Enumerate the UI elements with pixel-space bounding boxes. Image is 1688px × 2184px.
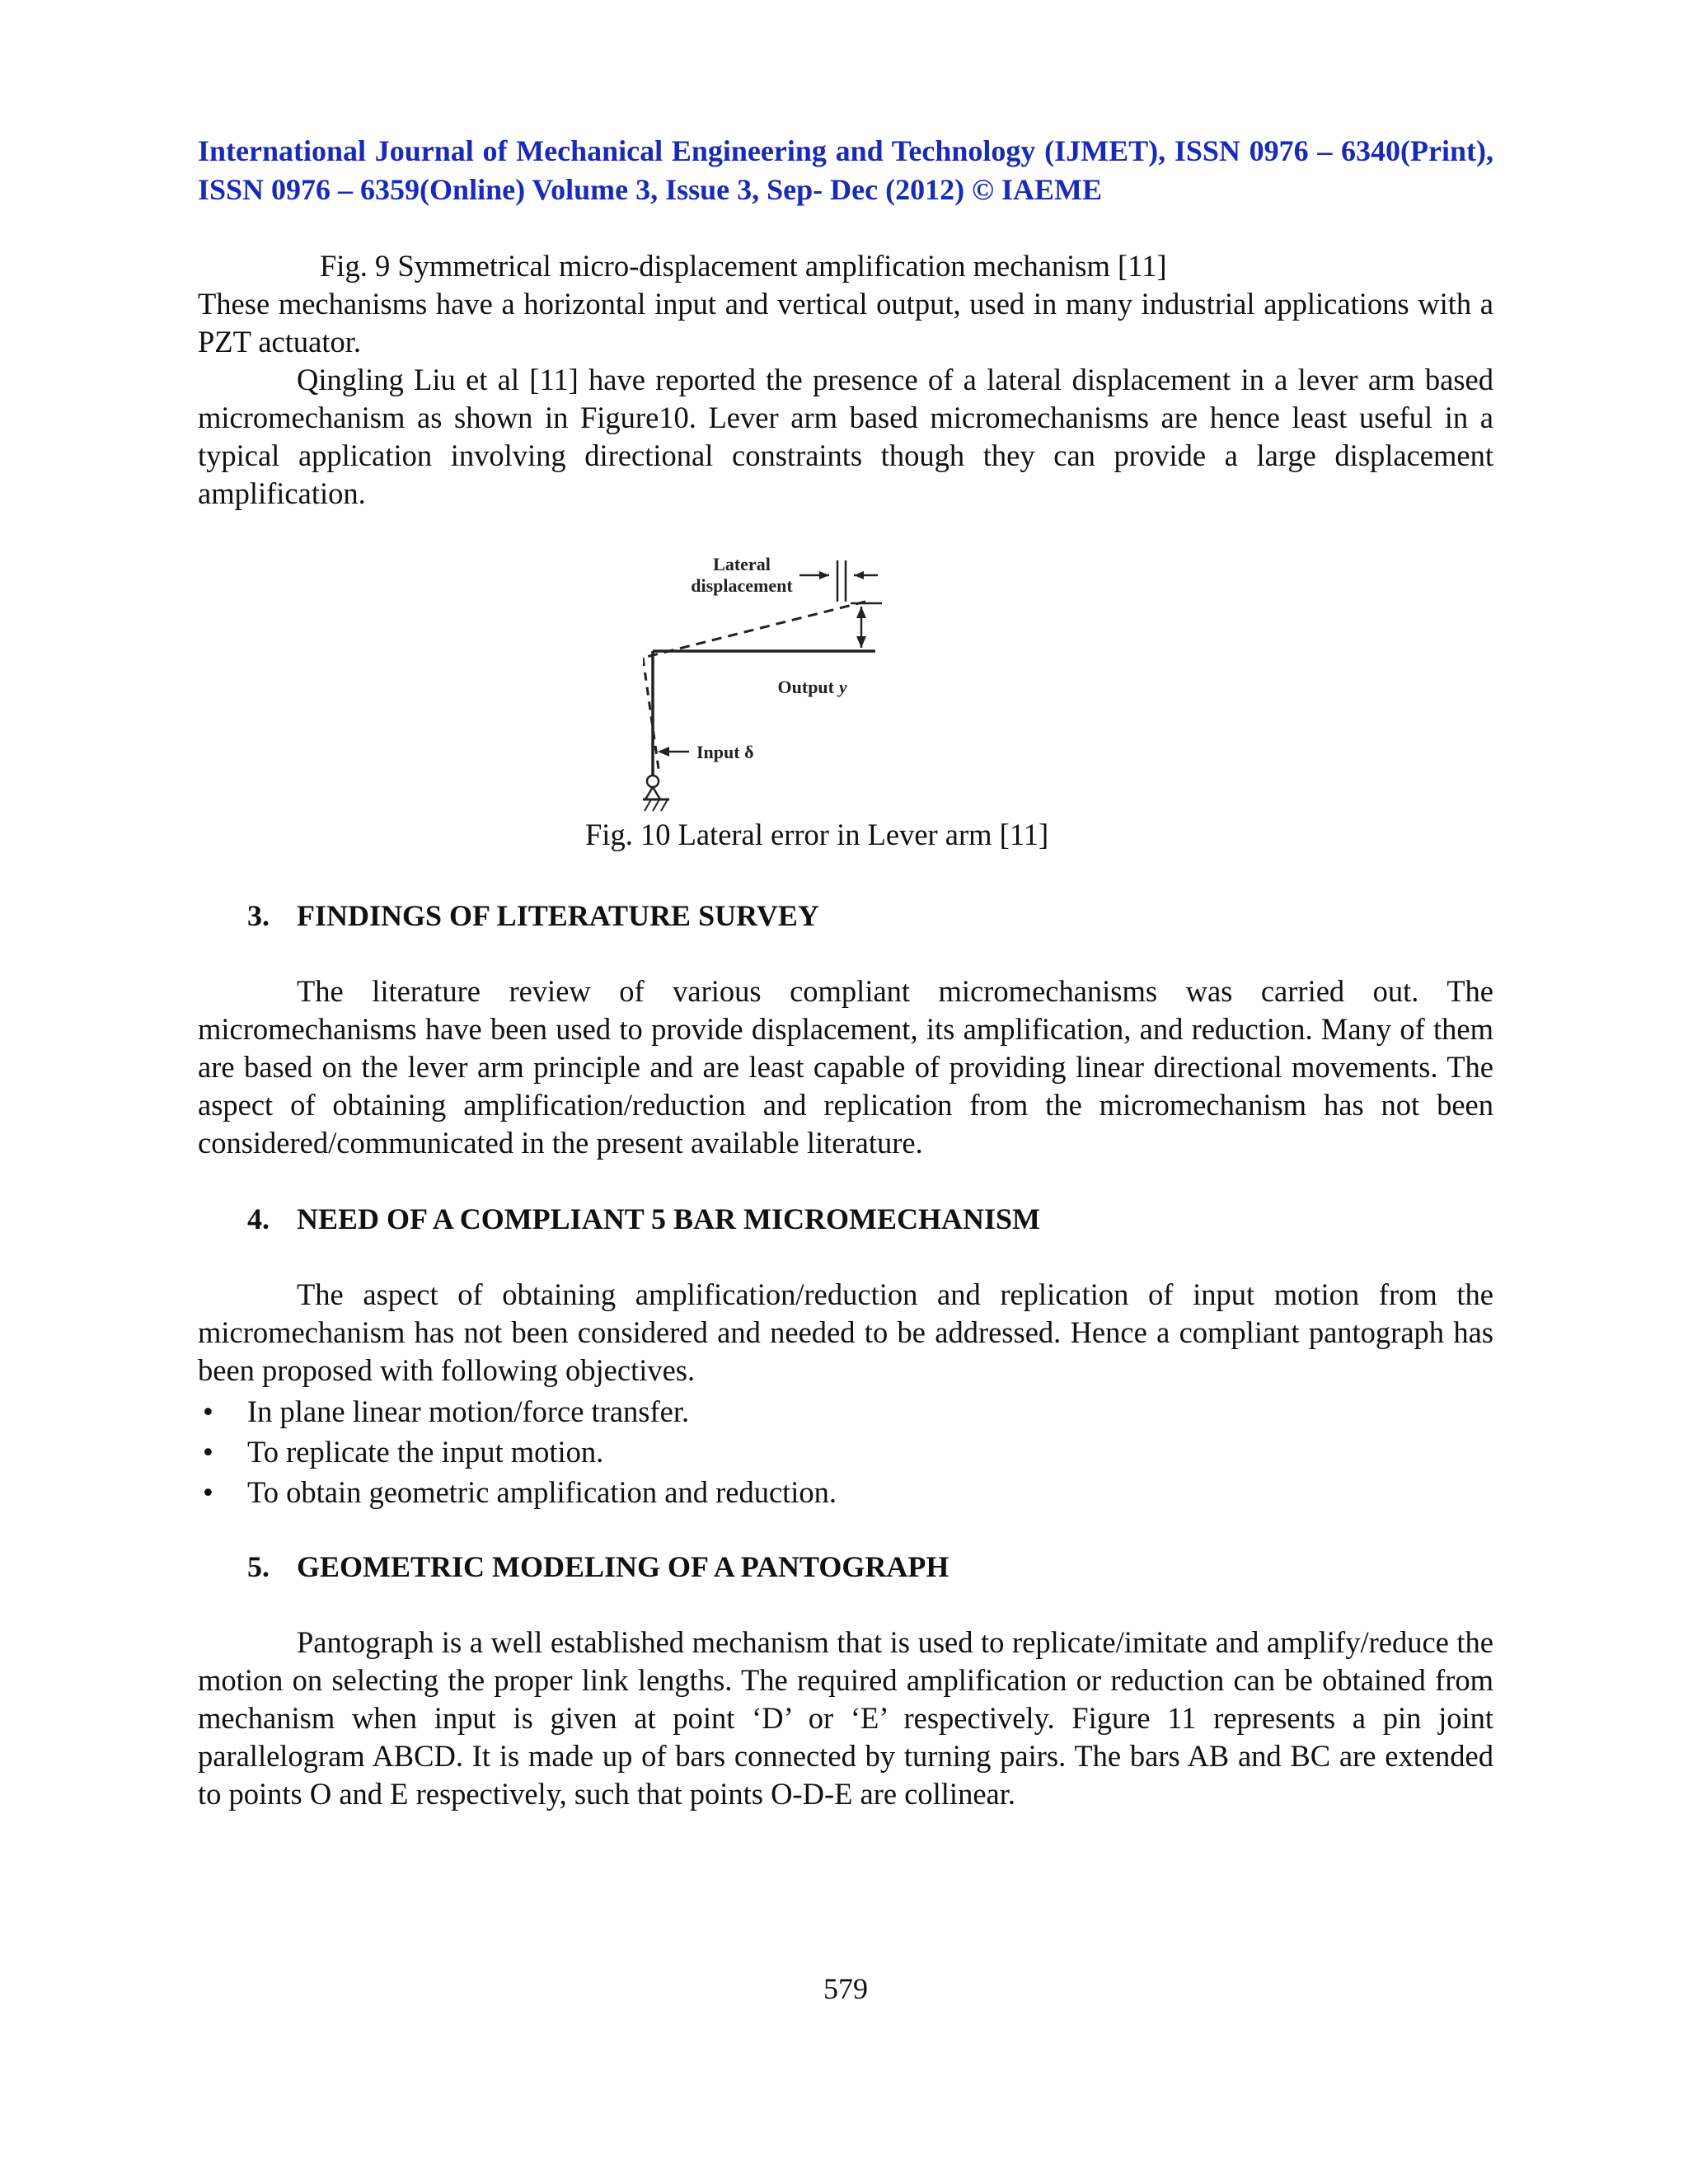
list-item: • To replicate the input motion. bbox=[198, 1432, 1493, 1472]
input-arrowhead bbox=[658, 747, 669, 757]
bullet-dot: • bbox=[203, 1394, 213, 1428]
ground-hatch-4 bbox=[661, 799, 668, 811]
output-symbol: y bbox=[839, 677, 847, 697]
section-5-heading bbox=[247, 1548, 949, 1586]
section-5-number: 5. bbox=[247, 1550, 270, 1583]
section-3-number: 3. bbox=[247, 899, 270, 932]
pivot-circle bbox=[647, 776, 659, 787]
bullet-dot: • bbox=[203, 1475, 213, 1509]
journal-header: International Journal of Mechanical Engineering and Technology (IJMET), ISSN 0976 – 6340(Print), ISSN 0976 – 6359(Online) Volume 3, Issue 3, Sep- Dec (2012) © IAEME bbox=[198, 134, 1493, 206]
lateral-label-line1: Lateral bbox=[713, 554, 771, 574]
deflected-post-dashed bbox=[643, 658, 659, 775]
lateral-arrowhead-left bbox=[819, 571, 829, 579]
section-4-heading bbox=[247, 1200, 1040, 1238]
pivot-leg-right bbox=[653, 787, 660, 799]
ground-hatch-2 bbox=[645, 799, 651, 811]
objectives-list bbox=[198, 1391, 1493, 1512]
lateral-label-line2: displacement bbox=[691, 575, 793, 596]
paragraph-mechanisms: These mechanisms have a horizontal input and vertical output, used in many industrial applications with a PZT actuator. bbox=[198, 287, 1493, 359]
ground-hatch-3 bbox=[653, 799, 659, 811]
list-item: • To obtain geometric amplification and reduction. bbox=[198, 1472, 1493, 1512]
input-label: Input δ bbox=[696, 742, 754, 762]
paragraph-qingling-liu: Qingling Liu et al [11] have reported the presence of a lateral displacement in a lever arm based micromechanism as shown in Figure10. Lever arm based micromechanisms are hence least useful in a typical application involving directional constraints though they can provide a large displacement amplification. bbox=[198, 363, 1493, 510]
section-5-paragraph: Pantograph is a well established mechanism that is used to replicate/imitate and amplify/reduce the motion on selecting the proper link lengths. The required amplification or reduction can be obtained from mechanism when input is given at point ‘D’ or ‘E’ respectively. Figure 11 represents a pin joint parallelogram ABCD. It is made up of bars connected by turning pairs. The bars AB and BC are extended to points O and E respectively, such that points O-D-E are collinear. bbox=[198, 1625, 1493, 1811]
section-3-paragraph: The literature review of various compliant micromechanisms was carried out. The micromechanisms have been used to provide displacement, its amplification, and reduction. Many of them are based on the lever arm principle and are least capable of providing linear directional movements. The aspect of obtaining amplification/reduction and replication from the micromechanism has not been considered/communicated in the present available literature. bbox=[198, 974, 1493, 1160]
section-4-paragraph: The aspect of obtaining amplification/reduction and replication of input motion from the micromechanism has not been considered and needed to be addressed. Hence a compliant pantograph has been proposed with following objectives. bbox=[198, 1277, 1493, 1387]
lever-arm-diagram bbox=[643, 536, 1269, 832]
page-number: 579 bbox=[823, 1972, 868, 2005]
output-arrowhead-bottom bbox=[856, 636, 866, 648]
figure-10-lever-arm bbox=[643, 536, 1269, 832]
fig10-caption: Fig. 10 Lateral error in Lever arm [11] bbox=[585, 818, 1049, 851]
list-item: • In plane linear motion/force transfer. bbox=[198, 1391, 1493, 1432]
section-5-title: GEOMETRIC MODELING OF A PANTOGRAPH bbox=[297, 1550, 950, 1583]
bullet-dot: • bbox=[203, 1435, 213, 1469]
output-label: Output bbox=[777, 677, 834, 697]
pivot-leg-left bbox=[645, 787, 653, 799]
section-3-heading bbox=[247, 897, 819, 935]
section-4-number: 4. bbox=[247, 1202, 270, 1235]
output-arrowhead-top bbox=[856, 607, 866, 618]
lateral-arrowhead-right bbox=[854, 571, 864, 579]
section-3-title: FINDINGS OF LITERATURE SURVEY bbox=[297, 899, 819, 932]
deflected-arm-dashed bbox=[643, 602, 865, 658]
section-4-title: NEED OF A COMPLIANT 5 BAR MICROMECHANISM bbox=[297, 1202, 1041, 1235]
fig9-caption: Fig. 9 Symmetrical micro-displacement amplification mechanism [11] bbox=[320, 249, 1167, 283]
